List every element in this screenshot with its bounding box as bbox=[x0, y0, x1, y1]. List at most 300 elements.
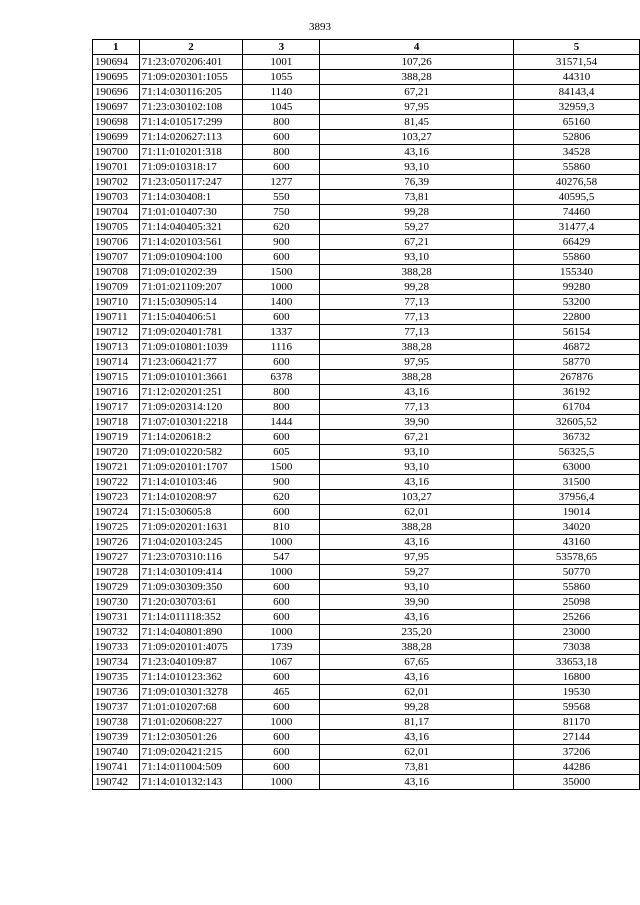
table-row bbox=[93, 550, 640, 565]
row-id-cell: 190735 bbox=[93, 670, 140, 685]
rate-cell: 77,13 bbox=[320, 325, 514, 340]
row-id-cell: 190699 bbox=[93, 130, 140, 145]
table-row bbox=[93, 145, 640, 160]
column-header-3: 3 bbox=[243, 40, 320, 55]
table-row bbox=[93, 310, 640, 325]
value-cell: 16800 bbox=[514, 670, 640, 685]
cadastral-number-cell: 71:14:010132:143 bbox=[139, 775, 243, 790]
row-id-cell: 190734 bbox=[93, 655, 140, 670]
cadastral-number-cell: 71:01:010207:68 bbox=[139, 700, 243, 715]
table-row bbox=[93, 400, 640, 415]
table-row bbox=[93, 355, 640, 370]
value-cell: 37956,4 bbox=[514, 490, 640, 505]
value-cell: 19530 bbox=[514, 685, 640, 700]
rate-cell: 43,16 bbox=[320, 670, 514, 685]
rate-cell: 39,90 bbox=[320, 595, 514, 610]
row-id-cell: 190708 bbox=[93, 265, 140, 280]
cadastral-number-cell: 71:15:030905:14 bbox=[139, 295, 243, 310]
value-cell: 34528 bbox=[514, 145, 640, 160]
row-id-cell: 190716 bbox=[93, 385, 140, 400]
cadastral-number-cell: 71:09:020314:120 bbox=[139, 400, 243, 415]
table-row bbox=[93, 775, 640, 790]
table-row bbox=[93, 445, 640, 460]
cadastral-number-cell: 71:14:010208:97 bbox=[139, 490, 243, 505]
value-cell: 36732 bbox=[514, 430, 640, 445]
cadastral-number-cell: 71:01:021109:207 bbox=[139, 280, 243, 295]
table-row bbox=[93, 700, 640, 715]
table-row bbox=[93, 385, 640, 400]
value-cell: 58770 bbox=[514, 355, 640, 370]
rate-cell: 388,28 bbox=[320, 370, 514, 385]
area-cell: 1500 bbox=[243, 460, 320, 475]
cadastral-number-cell: 71:12:030501:26 bbox=[139, 730, 243, 745]
rate-cell: 99,28 bbox=[320, 700, 514, 715]
row-id-cell: 190694 bbox=[93, 55, 140, 70]
value-cell: 35000 bbox=[514, 775, 640, 790]
rate-cell: 67,65 bbox=[320, 655, 514, 670]
table-row bbox=[93, 220, 640, 235]
rate-cell: 97,95 bbox=[320, 100, 514, 115]
rate-cell: 97,95 bbox=[320, 355, 514, 370]
value-cell: 43160 bbox=[514, 535, 640, 550]
table-row bbox=[93, 685, 640, 700]
value-cell: 46872 bbox=[514, 340, 640, 355]
table-row bbox=[93, 580, 640, 595]
table-row bbox=[93, 505, 640, 520]
area-cell: 1277 bbox=[243, 175, 320, 190]
table-row bbox=[93, 295, 640, 310]
cadastral-number-cell: 71:01:020608:227 bbox=[139, 715, 243, 730]
rate-cell: 67,21 bbox=[320, 430, 514, 445]
cadastral-number-cell: 71:09:010101:3661 bbox=[139, 370, 243, 385]
value-cell: 65160 bbox=[514, 115, 640, 130]
cadastral-number-cell: 71:04:020103:245 bbox=[139, 535, 243, 550]
area-cell: 600 bbox=[243, 595, 320, 610]
area-cell: 550 bbox=[243, 190, 320, 205]
area-cell: 1000 bbox=[243, 565, 320, 580]
row-id-cell: 190705 bbox=[93, 220, 140, 235]
value-cell: 40595,5 bbox=[514, 190, 640, 205]
row-id-cell: 190729 bbox=[93, 580, 140, 595]
table-row bbox=[93, 655, 640, 670]
cadastral-number-cell: 71:09:010301:3278 bbox=[139, 685, 243, 700]
value-cell: 55860 bbox=[514, 580, 640, 595]
value-cell: 53578,65 bbox=[514, 550, 640, 565]
rate-cell: 43,16 bbox=[320, 730, 514, 745]
row-id-cell: 190731 bbox=[93, 610, 140, 625]
rate-cell: 97,95 bbox=[320, 550, 514, 565]
cadastral-number-cell: 71:14:040405:321 bbox=[139, 220, 243, 235]
cadastral-number-cell: 71:14:010123:362 bbox=[139, 670, 243, 685]
rate-cell: 93,10 bbox=[320, 250, 514, 265]
row-id-cell: 190730 bbox=[93, 595, 140, 610]
cadastral-number-cell: 71:15:040406:51 bbox=[139, 310, 243, 325]
rate-cell: 99,28 bbox=[320, 205, 514, 220]
area-cell: 1000 bbox=[243, 625, 320, 640]
area-cell: 1055 bbox=[243, 70, 320, 85]
row-id-cell: 190741 bbox=[93, 760, 140, 775]
row-id-cell: 190720 bbox=[93, 445, 140, 460]
row-id-cell: 190723 bbox=[93, 490, 140, 505]
table-row bbox=[93, 370, 640, 385]
cadastral-number-cell: 71:14:040801:890 bbox=[139, 625, 243, 640]
rate-cell: 77,13 bbox=[320, 400, 514, 415]
area-cell: 1140 bbox=[243, 85, 320, 100]
table-row bbox=[93, 475, 640, 490]
value-cell: 61704 bbox=[514, 400, 640, 415]
row-id-cell: 190695 bbox=[93, 70, 140, 85]
rate-cell: 43,16 bbox=[320, 145, 514, 160]
cadastral-number-cell: 71:23:070206:401 bbox=[139, 55, 243, 70]
area-cell: 547 bbox=[243, 550, 320, 565]
row-id-cell: 190717 bbox=[93, 400, 140, 415]
cadastral-number-cell: 71:14:011118:352 bbox=[139, 610, 243, 625]
area-cell: 1000 bbox=[243, 535, 320, 550]
cadastral-number-cell: 71:09:010318:17 bbox=[139, 160, 243, 175]
header-row bbox=[93, 40, 640, 55]
area-cell: 1000 bbox=[243, 715, 320, 730]
cadastral-number-cell: 71:14:030109:414 bbox=[139, 565, 243, 580]
cadastral-number-cell: 71:11:010201:318 bbox=[139, 145, 243, 160]
table-row bbox=[93, 565, 640, 580]
rate-cell: 43,16 bbox=[320, 535, 514, 550]
area-cell: 600 bbox=[243, 130, 320, 145]
area-cell: 600 bbox=[243, 730, 320, 745]
row-id-cell: 190698 bbox=[93, 115, 140, 130]
value-cell: 22800 bbox=[514, 310, 640, 325]
table-row bbox=[93, 205, 640, 220]
area-cell: 600 bbox=[243, 430, 320, 445]
value-cell: 32959,3 bbox=[514, 100, 640, 115]
table-row bbox=[93, 430, 640, 445]
row-id-cell: 190715 bbox=[93, 370, 140, 385]
row-id-cell: 190697 bbox=[93, 100, 140, 115]
area-cell: 1000 bbox=[243, 280, 320, 295]
value-cell: 31571,54 bbox=[514, 55, 640, 70]
rate-cell: 43,16 bbox=[320, 475, 514, 490]
area-cell: 1739 bbox=[243, 640, 320, 655]
area-cell: 620 bbox=[243, 490, 320, 505]
area-cell: 1067 bbox=[243, 655, 320, 670]
cadastral-number-cell: 71:15:030605:8 bbox=[139, 505, 243, 520]
cadastral-number-cell: 71:09:020101:1707 bbox=[139, 460, 243, 475]
cadastral-number-cell: 71:09:010801:1039 bbox=[139, 340, 243, 355]
table-row bbox=[93, 715, 640, 730]
rate-cell: 93,10 bbox=[320, 160, 514, 175]
table-row bbox=[93, 160, 640, 175]
area-cell: 620 bbox=[243, 220, 320, 235]
cadastral-number-cell: 71:14:020103:561 bbox=[139, 235, 243, 250]
rate-cell: 59,27 bbox=[320, 565, 514, 580]
value-cell: 53200 bbox=[514, 295, 640, 310]
value-cell: 19014 bbox=[514, 505, 640, 520]
row-id-cell: 190709 bbox=[93, 280, 140, 295]
table-row bbox=[93, 490, 640, 505]
rate-cell: 67,21 bbox=[320, 235, 514, 250]
row-id-cell: 190704 bbox=[93, 205, 140, 220]
cadastral-number-cell: 71:14:011004:509 bbox=[139, 760, 243, 775]
table-row bbox=[93, 115, 640, 130]
table-row bbox=[93, 130, 640, 145]
table-row bbox=[93, 745, 640, 760]
row-id-cell: 190740 bbox=[93, 745, 140, 760]
table-row bbox=[93, 730, 640, 745]
area-cell: 810 bbox=[243, 520, 320, 535]
row-id-cell: 190719 bbox=[93, 430, 140, 445]
cadastral-number-cell: 71:14:030408:1 bbox=[139, 190, 243, 205]
rate-cell: 388,28 bbox=[320, 340, 514, 355]
value-cell: 36192 bbox=[514, 385, 640, 400]
rate-cell: 107,26 bbox=[320, 55, 514, 70]
area-cell: 600 bbox=[243, 745, 320, 760]
row-id-cell: 190700 bbox=[93, 145, 140, 160]
column-header-1: 1 bbox=[93, 40, 140, 55]
area-cell: 1000 bbox=[243, 775, 320, 790]
row-id-cell: 190742 bbox=[93, 775, 140, 790]
value-cell: 267876 bbox=[514, 370, 640, 385]
row-id-cell: 190701 bbox=[93, 160, 140, 175]
row-id-cell: 190732 bbox=[93, 625, 140, 640]
table-row bbox=[93, 280, 640, 295]
rate-cell: 39,90 bbox=[320, 415, 514, 430]
rate-cell: 103,27 bbox=[320, 490, 514, 505]
cadastral-number-cell: 71:09:010202:39 bbox=[139, 265, 243, 280]
row-id-cell: 190718 bbox=[93, 415, 140, 430]
rate-cell: 103,27 bbox=[320, 130, 514, 145]
row-id-cell: 190703 bbox=[93, 190, 140, 205]
row-id-cell: 190728 bbox=[93, 565, 140, 580]
rate-cell: 388,28 bbox=[320, 265, 514, 280]
area-cell: 1400 bbox=[243, 295, 320, 310]
row-id-cell: 190726 bbox=[93, 535, 140, 550]
table-row bbox=[93, 100, 640, 115]
rate-cell: 67,21 bbox=[320, 85, 514, 100]
table-row bbox=[93, 175, 640, 190]
row-id-cell: 190733 bbox=[93, 640, 140, 655]
row-id-cell: 190727 bbox=[93, 550, 140, 565]
area-cell: 1337 bbox=[243, 325, 320, 340]
area-cell: 600 bbox=[243, 250, 320, 265]
value-cell: 23000 bbox=[514, 625, 640, 640]
value-cell: 31500 bbox=[514, 475, 640, 490]
cadastral-number-cell: 71:23:040109:87 bbox=[139, 655, 243, 670]
cadastral-number-cell: 71:14:020618:2 bbox=[139, 430, 243, 445]
value-cell: 25266 bbox=[514, 610, 640, 625]
cadastral-number-cell: 71:09:020301:1055 bbox=[139, 70, 243, 85]
value-cell: 25098 bbox=[514, 595, 640, 610]
table-row bbox=[93, 190, 640, 205]
cadastral-number-cell: 71:14:030116:205 bbox=[139, 85, 243, 100]
area-cell: 800 bbox=[243, 115, 320, 130]
table-row bbox=[93, 670, 640, 685]
rate-cell: 81,17 bbox=[320, 715, 514, 730]
rate-cell: 43,16 bbox=[320, 775, 514, 790]
cadastral-number-cell: 71:09:020421:215 bbox=[139, 745, 243, 760]
value-cell: 44286 bbox=[514, 760, 640, 775]
rate-cell: 388,28 bbox=[320, 520, 514, 535]
rate-cell: 62,01 bbox=[320, 745, 514, 760]
rate-cell: 43,16 bbox=[320, 610, 514, 625]
rate-cell: 388,28 bbox=[320, 70, 514, 85]
area-cell: 600 bbox=[243, 610, 320, 625]
value-cell: 73038 bbox=[514, 640, 640, 655]
row-id-cell: 190736 bbox=[93, 685, 140, 700]
row-id-cell: 190710 bbox=[93, 295, 140, 310]
value-cell: 99280 bbox=[514, 280, 640, 295]
area-cell: 600 bbox=[243, 355, 320, 370]
column-header-5: 5 bbox=[514, 40, 640, 55]
value-cell: 27144 bbox=[514, 730, 640, 745]
row-id-cell: 190711 bbox=[93, 310, 140, 325]
value-cell: 155340 bbox=[514, 265, 640, 280]
table-row bbox=[93, 70, 640, 85]
rate-cell: 62,01 bbox=[320, 505, 514, 520]
area-cell: 1116 bbox=[243, 340, 320, 355]
row-id-cell: 190721 bbox=[93, 460, 140, 475]
rate-cell: 77,13 bbox=[320, 310, 514, 325]
rate-cell: 93,10 bbox=[320, 460, 514, 475]
value-cell: 81170 bbox=[514, 715, 640, 730]
area-cell: 600 bbox=[243, 760, 320, 775]
table-row bbox=[93, 250, 640, 265]
area-cell: 1001 bbox=[243, 55, 320, 70]
rate-cell: 73,81 bbox=[320, 760, 514, 775]
area-cell: 1045 bbox=[243, 100, 320, 115]
table-row bbox=[93, 595, 640, 610]
page-number: 3893 bbox=[309, 21, 331, 33]
row-id-cell: 190714 bbox=[93, 355, 140, 370]
area-cell: 1500 bbox=[243, 265, 320, 280]
value-cell: 32605,52 bbox=[514, 415, 640, 430]
cadastral-number-cell: 71:07:010301:2218 bbox=[139, 415, 243, 430]
row-id-cell: 190724 bbox=[93, 505, 140, 520]
area-cell: 900 bbox=[243, 235, 320, 250]
cadastral-number-cell: 71:01:010407:30 bbox=[139, 205, 243, 220]
row-id-cell: 190702 bbox=[93, 175, 140, 190]
value-cell: 44310 bbox=[514, 70, 640, 85]
cadastral-number-cell: 71:23:050117:247 bbox=[139, 175, 243, 190]
cadastral-number-cell: 71:09:010220:582 bbox=[139, 445, 243, 460]
cadastral-number-cell: 71:09:010904:100 bbox=[139, 250, 243, 265]
table-row bbox=[93, 325, 640, 340]
rate-cell: 73,81 bbox=[320, 190, 514, 205]
value-cell: 33653,18 bbox=[514, 655, 640, 670]
area-cell: 600 bbox=[243, 670, 320, 685]
table-row bbox=[93, 340, 640, 355]
row-id-cell: 190707 bbox=[93, 250, 140, 265]
value-cell: 59568 bbox=[514, 700, 640, 715]
rate-cell: 93,10 bbox=[320, 580, 514, 595]
value-cell: 40276,58 bbox=[514, 175, 640, 190]
table-row bbox=[93, 535, 640, 550]
value-cell: 52806 bbox=[514, 130, 640, 145]
area-cell: 750 bbox=[243, 205, 320, 220]
row-id-cell: 190712 bbox=[93, 325, 140, 340]
value-cell: 37206 bbox=[514, 745, 640, 760]
cadastral-number-cell: 71:14:020627:113 bbox=[139, 130, 243, 145]
row-id-cell: 190722 bbox=[93, 475, 140, 490]
value-cell: 66429 bbox=[514, 235, 640, 250]
value-cell: 56154 bbox=[514, 325, 640, 340]
area-cell: 600 bbox=[243, 160, 320, 175]
cadastral-number-cell: 71:23:070310:116 bbox=[139, 550, 243, 565]
value-cell: 31477,4 bbox=[514, 220, 640, 235]
area-cell: 800 bbox=[243, 400, 320, 415]
area-cell: 605 bbox=[243, 445, 320, 460]
table-row bbox=[93, 85, 640, 100]
cadastral-number-cell: 71:12:020201:251 bbox=[139, 385, 243, 400]
value-cell: 56325,5 bbox=[514, 445, 640, 460]
row-id-cell: 190737 bbox=[93, 700, 140, 715]
table-body bbox=[93, 55, 640, 790]
cadastral-number-cell: 71:20:030703:61 bbox=[139, 595, 243, 610]
row-id-cell: 190706 bbox=[93, 235, 140, 250]
table-row bbox=[93, 460, 640, 475]
rate-cell: 99,28 bbox=[320, 280, 514, 295]
rate-cell: 59,27 bbox=[320, 220, 514, 235]
row-id-cell: 190725 bbox=[93, 520, 140, 535]
table-row bbox=[93, 415, 640, 430]
value-cell: 84143,4 bbox=[514, 85, 640, 100]
table-row bbox=[93, 625, 640, 640]
cadastral-number-cell: 71:09:030309:350 bbox=[139, 580, 243, 595]
value-cell: 74460 bbox=[514, 205, 640, 220]
area-cell: 600 bbox=[243, 700, 320, 715]
rate-cell: 81,45 bbox=[320, 115, 514, 130]
value-cell: 55860 bbox=[514, 250, 640, 265]
value-cell: 50770 bbox=[514, 565, 640, 580]
rate-cell: 388,28 bbox=[320, 640, 514, 655]
cadastral-number-cell: 71:23:060421:77 bbox=[139, 355, 243, 370]
value-cell: 63000 bbox=[514, 460, 640, 475]
rate-cell: 43,16 bbox=[320, 385, 514, 400]
table-row bbox=[93, 610, 640, 625]
area-cell: 600 bbox=[243, 580, 320, 595]
area-cell: 800 bbox=[243, 145, 320, 160]
column-header-4: 4 bbox=[320, 40, 514, 55]
area-cell: 6378 bbox=[243, 370, 320, 385]
rate-cell: 76,39 bbox=[320, 175, 514, 190]
cadastral-number-cell: 71:14:010517:299 bbox=[139, 115, 243, 130]
table-row bbox=[93, 520, 640, 535]
row-id-cell: 190696 bbox=[93, 85, 140, 100]
rate-cell: 93,10 bbox=[320, 445, 514, 460]
cadastral-number-cell: 71:09:020201:1631 bbox=[139, 520, 243, 535]
rate-cell: 62,01 bbox=[320, 685, 514, 700]
cadastral-number-cell: 71:09:020401:781 bbox=[139, 325, 243, 340]
row-id-cell: 190739 bbox=[93, 730, 140, 745]
cadastral-number-cell: 71:14:010103:46 bbox=[139, 475, 243, 490]
area-cell: 600 bbox=[243, 310, 320, 325]
data-table bbox=[92, 39, 640, 790]
table-row bbox=[93, 760, 640, 775]
row-id-cell: 190738 bbox=[93, 715, 140, 730]
area-cell: 600 bbox=[243, 505, 320, 520]
table-row bbox=[93, 55, 640, 70]
table-row bbox=[93, 640, 640, 655]
table-row bbox=[93, 265, 640, 280]
table-row bbox=[93, 235, 640, 250]
area-cell: 1444 bbox=[243, 415, 320, 430]
row-id-cell: 190713 bbox=[93, 340, 140, 355]
column-header-2: 2 bbox=[139, 40, 243, 55]
area-cell: 900 bbox=[243, 475, 320, 490]
cadastral-number-cell: 71:09:020101:4075 bbox=[139, 640, 243, 655]
cadastral-number-cell: 71:23:030102:108 bbox=[139, 100, 243, 115]
rate-cell: 77,13 bbox=[320, 295, 514, 310]
value-cell: 34020 bbox=[514, 520, 640, 535]
value-cell: 55860 bbox=[514, 160, 640, 175]
